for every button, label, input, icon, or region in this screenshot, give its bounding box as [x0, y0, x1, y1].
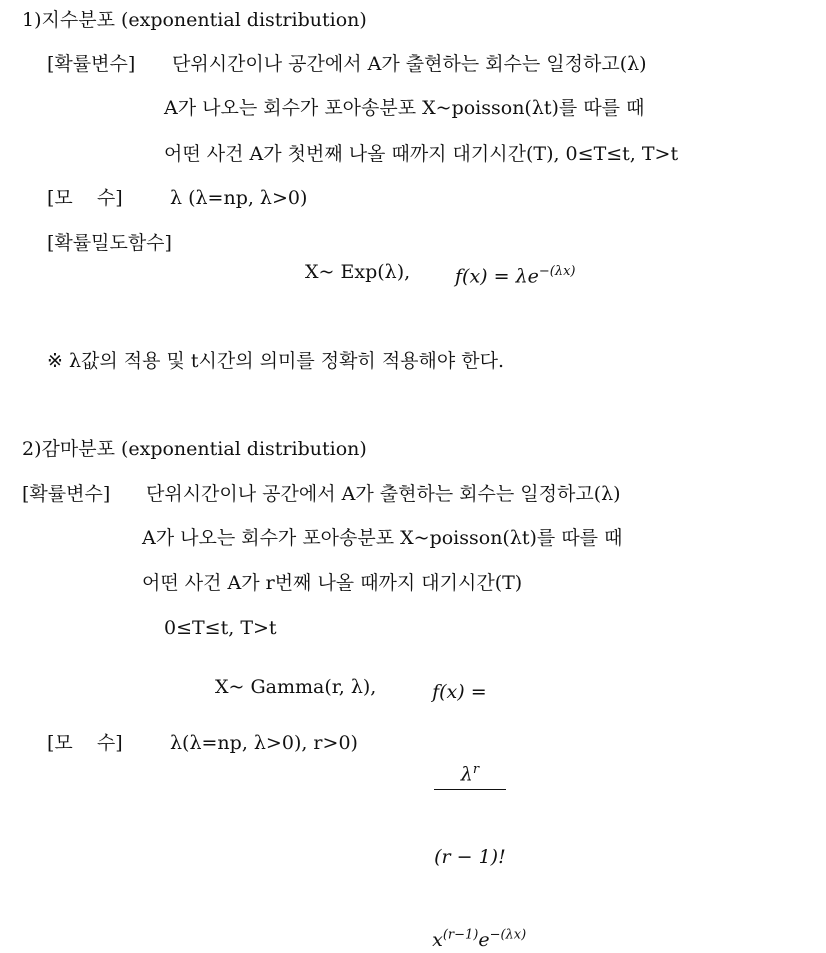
section1-rv-line2: A가 나오는 회수가 포아송분포 X~poisson(λt)를 따를 때	[164, 97, 645, 119]
section2-frac-numerator	[434, 757, 506, 790]
section2-dist-formula: X~ Gamma(r, λ),	[215, 676, 377, 698]
section2-pdf-fraction	[434, 705, 506, 922]
section1-pdf-exponent: −(λx)	[538, 264, 576, 279]
section1-param-value: λ (λ=np, λ>0)	[170, 187, 308, 209]
section1-pdf-lhs: f(x) = λe	[455, 265, 539, 288]
section2-rv-line2: A가 나오는 회수가 포아송분포 X~poisson(λt)를 따를 때	[142, 527, 623, 549]
section2-rv-line3: 어떤 사건 A가 r번째 나올 때까지 대기시간(T)	[142, 572, 523, 594]
section1-pdf-label: [확률밀도함수]	[47, 232, 172, 254]
section2-param-label: [모 수]	[47, 732, 123, 754]
section2-title: 2)감마분포 (exponential distribution)	[22, 438, 367, 460]
section1-dist-formula: X~ Exp(λ),	[305, 261, 411, 283]
section1-param-label: [모 수]	[47, 187, 123, 209]
section2-pdf-e-base: e	[478, 928, 490, 951]
section1-rv-line3: 어떤 사건 A가 첫번째 나올 때까지 대기시간(T), 0≤T≤t, T>t	[164, 143, 679, 165]
section2-frac-denominator: (r − 1)!	[434, 846, 506, 869]
section2-pdf-x-base: x	[432, 928, 443, 951]
section1-pdf-formula	[455, 260, 575, 288]
section2-param-value: λ(λ=np, λ>0), r>0)	[170, 732, 358, 754]
section1-rv-label: [확률변수]	[47, 53, 136, 75]
section2-rv-line4: 0≤T≤t, T>t	[164, 617, 277, 639]
section2-pdf-e-exp: −(λx)	[489, 927, 527, 943]
section2-rv-line1: 단위시간이나 공간에서 A가 출현하는 회수는 일정하고(λ)	[146, 483, 621, 505]
section2-pdf-lhs: f(x) =	[432, 681, 487, 703]
section2-frac-num-exp: r	[472, 762, 480, 777]
section2-rv-label: [확률변수]	[22, 483, 111, 505]
section2-pdf-formula	[420, 652, 526, 953]
section2-pdf-x	[432, 929, 526, 951]
section1-title: 1)지수분포 (exponential distribution)	[22, 9, 367, 31]
section1-note: ※ λ값의 적용 및 t시간의 의미를 정확히 적용해야 한다.	[47, 350, 505, 372]
section2-frac-num-base: λ	[460, 763, 473, 786]
section1-rv-line1: 단위시간이나 공간에서 A가 출현하는 회수는 일정하고(λ)	[172, 53, 647, 75]
section2-pdf-x-exp: (r−1)	[442, 927, 479, 943]
